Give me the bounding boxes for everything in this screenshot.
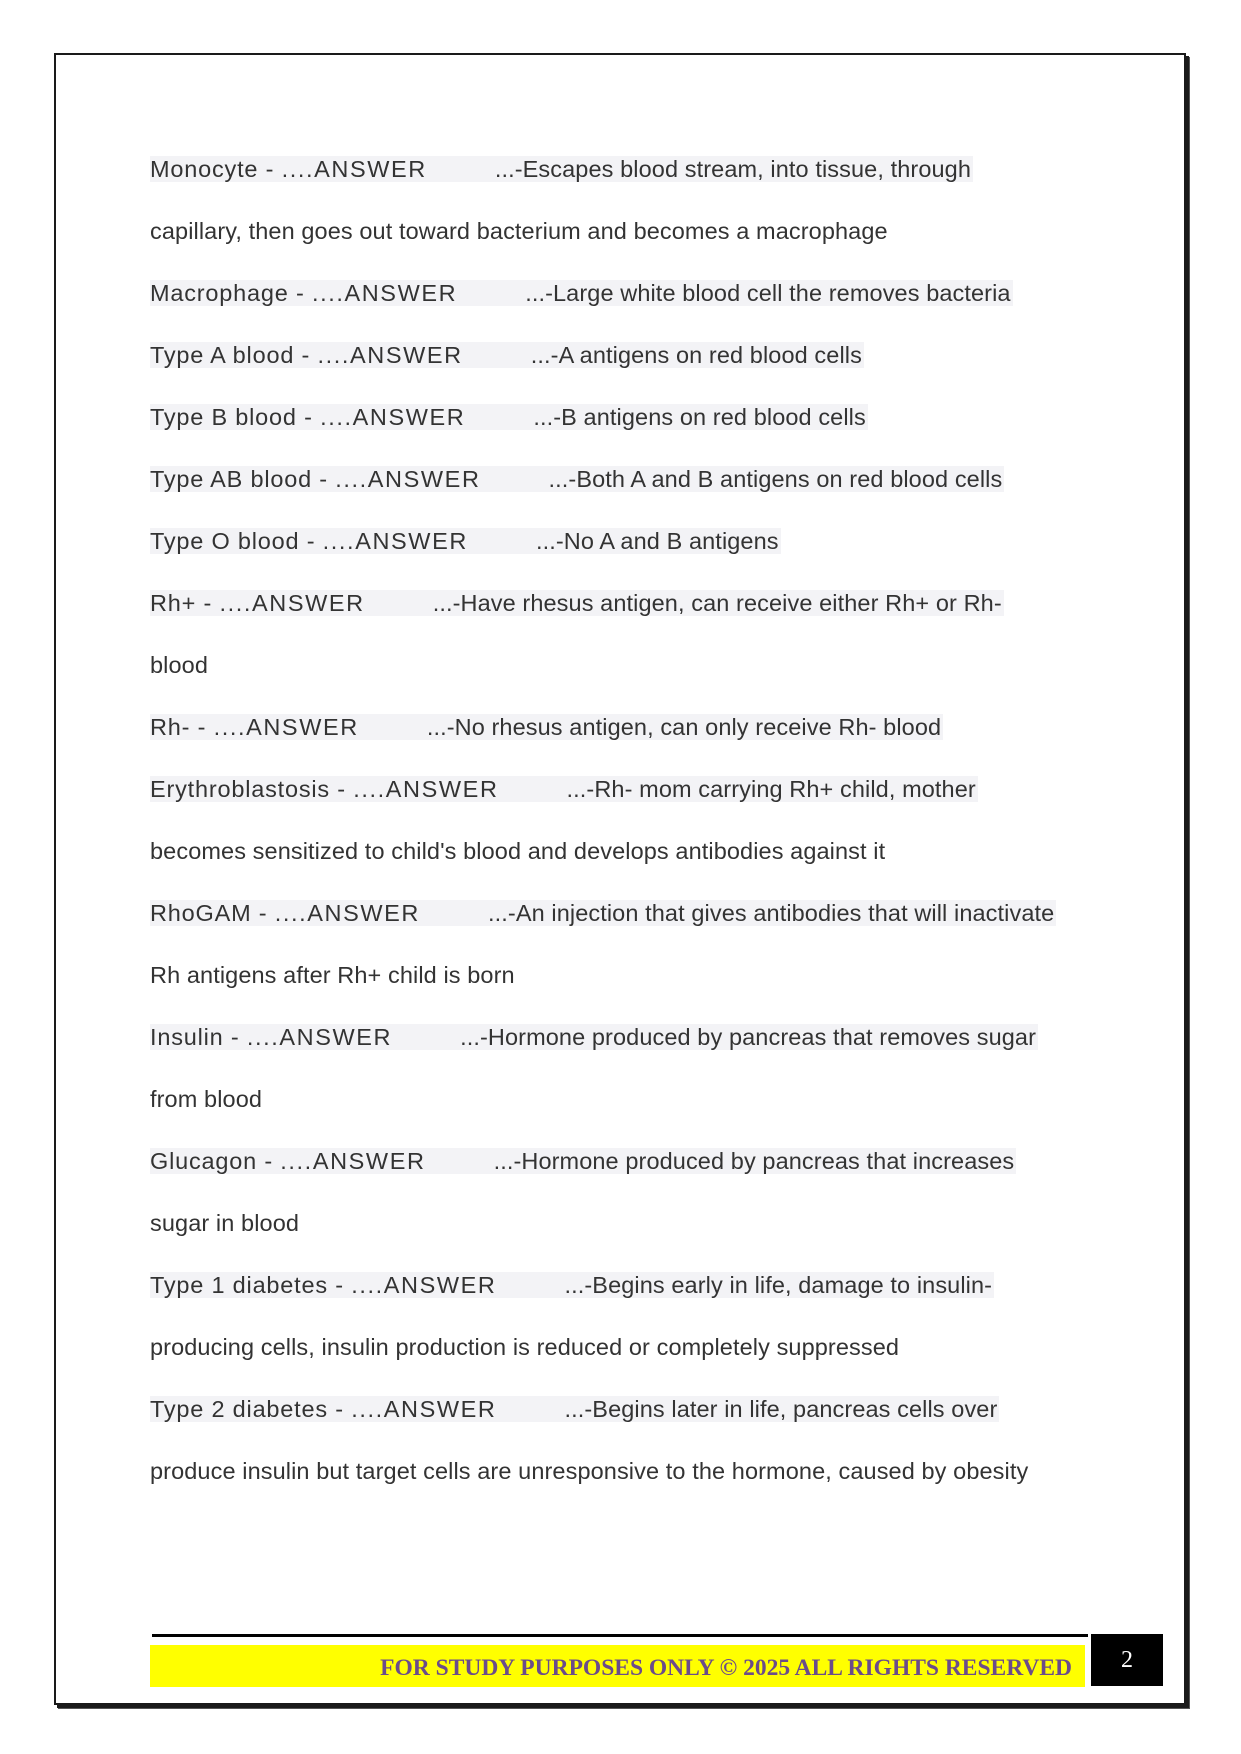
entry-definition: ...-A antigens on red blood cells [530,342,862,368]
page-number: 2 [1091,1634,1163,1686]
entry-definition: ...-Large white blood cell the removes bacteria [525,280,1011,306]
entry-line [150,272,1090,334]
entry-definition-continued: capillary, then goes out toward bacterium and becomes a macrophage [150,218,888,244]
entry-definition: ...-Hormone produced by pancreas that increases [493,1148,1015,1174]
entry-answer-label: ....ANSWER [351,1396,497,1422]
entry-highlight [150,280,1013,306]
entry-term: RhoGAM - [150,900,275,926]
entry-definition: ...-No A and B antigens [535,528,779,554]
entry-highlight [150,1024,1038,1050]
entry-line [150,148,1090,210]
entry-line [150,396,1090,458]
entry-answer-label: ....ANSWER [274,900,420,926]
entry-highlight [150,900,1056,926]
entry-definition: ...-No rhesus antigen, can only receive Rh- blood [426,714,942,740]
entry-definition-continued: sugar in blood [150,1210,300,1236]
entry-highlight [150,156,973,182]
entry-term: Type B blood - [150,404,321,430]
entry-line [150,582,1090,644]
entry-line [150,706,1090,768]
entry-term: Type A blood - [150,342,318,368]
entry-term: Monocyte - [150,156,282,182]
entry-highlight [150,528,781,554]
entry-highlight [150,590,1004,616]
entry-line [150,1140,1090,1202]
entry-definition: ...-Hormone produced by pancreas that removes sugar [460,1024,1037,1050]
entry-answer-label: ....ANSWER [320,404,466,430]
entry-highlight [150,776,978,802]
entry-answer-label: ....ANSWER [317,342,463,368]
entry-highlight [150,342,864,368]
entry-highlight [150,1396,999,1422]
entry-line [150,458,1090,520]
entry-definition-continued: blood [150,652,208,678]
entry-definition-continued: producing cells, insulin production is reduced or completely suppressed [150,1334,900,1360]
entry-answer-label: ....ANSWER [322,528,468,554]
entry-definition: ...-Rh- mom carrying Rh+ child, mother [566,776,976,802]
entry-definition-continued: Rh antigens after Rh+ child is born [150,962,515,988]
entry-line [150,1388,1090,1450]
entry-highlight [150,404,868,430]
entry-line [150,334,1090,396]
entry-definition-continued: from blood [150,1086,263,1112]
entry-term: Rh+ - [150,590,220,616]
entry-definition: ...-An injection that gives antibodies that will inactivate [488,900,1055,926]
entry-answer-label: ....ANSWER [353,776,499,802]
entry-term: Glucagon - [150,1148,281,1174]
entry-definition: ...-Escapes blood stream, into tissue, through [494,156,971,182]
entry-term: Type 1 diabetes - [150,1272,352,1298]
entry-line [150,1264,1090,1326]
entry-term: Erythroblastosis - [150,776,354,802]
entry-answer-label: ....ANSWER [219,590,365,616]
entry-line [150,768,1090,830]
entry-highlight [150,466,1004,492]
entry-definition: ...-Have rhesus antigen, can receive either Rh+ or Rh- [432,590,1002,616]
entry-definition: ...-Begins later in life, pancreas cells over [564,1396,998,1422]
entry-answer-label: ....ANSWER [213,714,359,740]
entry-answer-label: ....ANSWER [280,1148,426,1174]
entry-definition: ...-Begins early in life, damage to insulin- [564,1272,993,1298]
footer-rule [152,1634,1088,1637]
entry-definition-continued: produce insulin but target cells are unresponsive to the hormone, caused by obesity [150,1458,1029,1484]
entry-definition-continued: becomes sensitized to child's blood and develops antibodies against it [150,838,886,864]
entry-term: Macrophage - [150,280,312,306]
entry-highlight [150,1148,1016,1174]
entry-answer-label: ....ANSWER [246,1024,393,1050]
entry-term: Type AB blood - [150,466,336,492]
entry-line [150,1016,1090,1078]
entry-term: Type O blood - [150,528,323,554]
entry-term: Insulin - [150,1024,247,1050]
document-body [150,148,1090,1512]
entry-highlight [150,1272,994,1298]
footer-notice: FOR STUDY PURPOSES ONLY © 2025 ALL RIGHTS RESERVED [150,1645,1085,1687]
entry-term: Rh- - [150,714,214,740]
entry-definition: ...-Both A and B antigens on red blood cells [548,466,1003,492]
entry-highlight [150,714,943,740]
entry-term: Type 2 diabetes - [150,1396,352,1422]
entry-answer-label: ....ANSWER [351,1272,497,1298]
entry-answer-label: ....ANSWER [281,156,427,182]
entry-answer-label: ....ANSWER [311,280,458,306]
entry-line [150,892,1090,954]
entry-line [150,520,1090,582]
entry-definition: ...-B antigens on red blood cells [533,404,866,430]
entry-answer-label: ....ANSWER [335,466,481,492]
